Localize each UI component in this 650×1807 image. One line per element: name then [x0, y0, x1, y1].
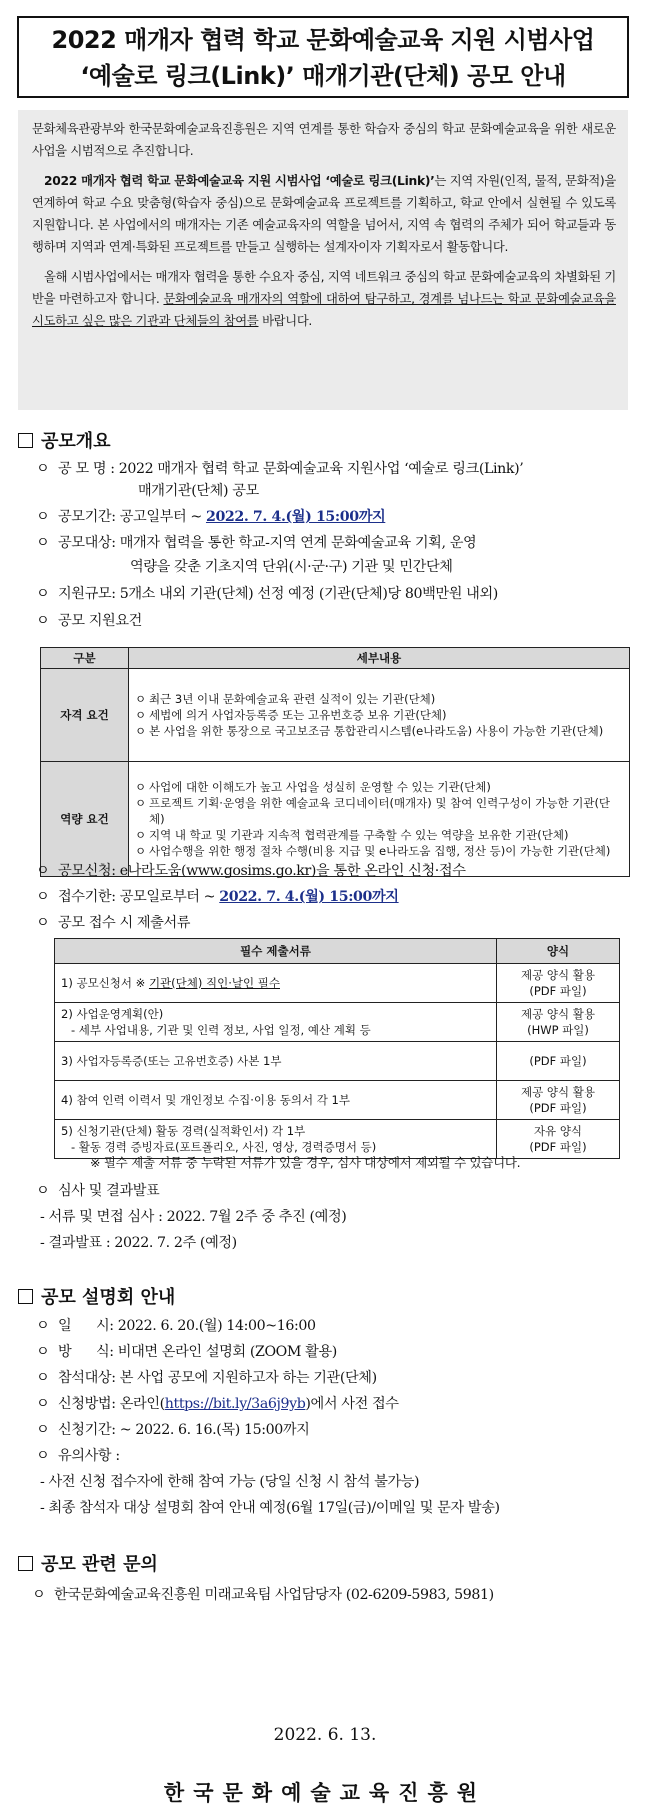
row-value: : 공고일부터 ~	[111, 509, 206, 525]
section-heading-overview	[18, 427, 111, 453]
row-label: 공 모 명	[58, 461, 107, 477]
form-cell	[497, 1081, 620, 1120]
row-value: : 매개자 협력을 통한 학교-지역 연계 문화예술교육 기획, 운영	[111, 535, 477, 551]
category-cell: 자격 요건	[41, 669, 129, 762]
table-header-category: 구분	[41, 648, 129, 669]
table-row	[55, 1081, 620, 1120]
doc-underlined: 기관(단체) 직인·날인 필수	[148, 976, 280, 990]
row-label: 방 식	[58, 1344, 110, 1360]
doc-subtext: - 활동 경력 증빙자료(포트폴리오, 사진, 영상, 경력증명서 등)	[71, 1140, 377, 1154]
bullet-icon: ㅇ	[36, 586, 50, 602]
table-header-row	[55, 939, 620, 964]
table-header-document: 필수 제출서류	[55, 939, 497, 964]
bullet-icon: ㅇ	[36, 915, 50, 931]
form-file: (PDF 파일)	[529, 984, 587, 998]
form-cell	[497, 1003, 620, 1042]
item-text: 최근 3년 이내 문화예술교육 관련 실적이 있는 기관(단체)	[149, 692, 436, 706]
documents-note: ※ 필수 제출 서류 중 누락된 서류가 있을 경우, 심사 대상에서 제외될 수 있습니다.	[90, 1155, 521, 1170]
doc-text: 1) 공모신청서 ※	[61, 976, 149, 990]
row-value: : 본 사업 공모에 지원하고자 하는 기관(단체)	[111, 1370, 377, 1386]
list-item	[135, 779, 625, 795]
bullet-icon: ㅇ	[135, 844, 147, 858]
row-label: 참석대상	[58, 1370, 112, 1386]
bullet-icon: ㅇ	[36, 1370, 50, 1386]
deadline-highlight: 2022. 7. 4.(월) 15:00까지	[205, 509, 386, 525]
checkbox-square-icon	[18, 433, 33, 448]
section-heading-briefing	[18, 1283, 175, 1309]
form-cell: (PDF 파일)	[497, 1042, 620, 1081]
bullet-icon: ㅇ	[135, 708, 147, 722]
form-type: 제공 양식 활용	[521, 968, 595, 982]
section-title: 공모개요	[41, 431, 111, 452]
organization-name: 한국문화예술교육진흥원	[163, 1780, 487, 1805]
briefing-notes-row	[36, 1445, 120, 1465]
row-label: 접수기한	[58, 889, 112, 905]
intro-paragraph-3	[32, 266, 616, 332]
form-file: (PDF 파일)	[529, 1140, 587, 1154]
item-text: 지역 내 학교 및 기관과 지속적 협력관계를 구축할 수 있는 역량을 보유한 기관(단체)	[149, 828, 569, 842]
bullet-icon: ㅇ	[36, 1422, 50, 1438]
row-label: 공모대상	[58, 535, 112, 551]
form-type: 자유 양식	[533, 1124, 583, 1138]
category-cell: 역량 요건	[41, 762, 129, 877]
section-title: 공모 관련 문의	[41, 1554, 158, 1575]
document-cell: 3) 사업자등록증(또는 고유번호증) 사본 1부	[55, 1042, 497, 1081]
bullet-icon: ㅇ	[36, 1396, 50, 1412]
briefing-method-row	[36, 1341, 337, 1361]
bullet-icon: ㅇ	[135, 780, 147, 794]
overview-scale-row	[36, 583, 498, 603]
row-value: : 공모일로부터 ~	[111, 889, 220, 905]
doc-text: 2) 사업운영계획(안)	[61, 1007, 164, 1021]
item-text: 사업에 대한 이해도가 높고 사업을 성실히 운영할 수 있는 기관(단체)	[149, 780, 491, 794]
contact-row	[32, 1584, 494, 1604]
page-title-line1: 2022 매개자 협력 학교 문화예술교육 지원 시범사업	[51, 26, 595, 54]
overview-name-row	[36, 458, 523, 478]
row-label: 공모 지원요건	[58, 613, 142, 629]
bullet-icon: ㅇ	[36, 613, 50, 629]
intro-paragraph-1: 문화체육관광부와 한국문화예술교육진흥원은 지역 연계를 통한 학습자 중심의 학교 문화예술교육을 위한 새로운 사업을 시범적으로 추진합니다.	[32, 122, 616, 158]
documents-table	[54, 938, 620, 1159]
row-label: 지원규모	[58, 586, 112, 602]
list-item	[135, 707, 625, 723]
checkbox-square-icon	[18, 1289, 33, 1304]
doc-text: 5) 신청기관(단체) 활동 경력(실적확인서) 각 1부	[61, 1124, 306, 1138]
intro-p3-underlined: 문화예술교육 매개자의 역할에 대하여 탐구하고, 경계를 넘나드는 학교 문화예술교육을 시도하고 싶은 많은 기관과 단체들의 참여를	[32, 292, 616, 328]
row-label: 심사 및 결과발표	[58, 1183, 160, 1199]
form-cell	[497, 964, 620, 1003]
apply-row	[36, 860, 466, 880]
checkbox-square-icon	[18, 1556, 33, 1571]
row-value: : 5개소 내외 기관(단체) 선정 예정 (기관(단체)당 80백만원 내외)	[111, 586, 498, 602]
bullet-icon: ㅇ	[135, 692, 147, 706]
bullet-icon: ㅇ	[36, 1318, 50, 1334]
list-item	[135, 795, 625, 827]
intro-p3-end: 바랍니다.	[258, 314, 313, 328]
bullet-icon: ㅇ	[36, 1183, 50, 1199]
list-item	[135, 843, 625, 859]
intro-p3-text: 올해 시범사업에서는 매개자 협력을 통한 수요자 중심, 지역 네트워크 중심의 학교 문화예술교육의 차별화된 기반을 마련하고자 합니다.	[32, 270, 616, 306]
row-label: 공모신청	[58, 863, 112, 879]
list-item	[135, 723, 625, 739]
item-text: 세법에 의거 사업자등록증 또는 고유번호증 보유 기관(단체)	[149, 708, 447, 722]
row-label: 유의사항 :	[58, 1448, 120, 1464]
title-box	[17, 16, 629, 98]
overview-period-row	[36, 506, 385, 526]
bullet-icon: ㅇ	[32, 1587, 46, 1603]
table-header-detail: 세부내용	[129, 648, 630, 669]
intro-p2-text: 는 지역 자원(인적, 물적, 문화적)을 연계하여 학교 수요 맞춤형(학습자 중심)으로 문화예술교육 프로젝트를 기획하고, 학교 안에서 실현될 수 있도록 지원합니다. 본 사업에서의 매개자는 기존 예술교육자의 역할을 넘어서, 지역 속 협력의 주체가 되어 학교들과 동행하며 지역과 연계·특화된 프로젝트를 만들고 실행하는 설계자이자 기획자로서 활동합니다.	[32, 174, 616, 254]
page-title-line2: ‘예술로 링크(Link)’ 매개기관(단체) 공모 안내	[80, 62, 566, 90]
intro-project-name: 2022 매개자 협력 학교 문화예술교육 지원 시범사업 ‘예술로 링크(Link)’	[44, 174, 435, 188]
briefing-note-2: - 최종 참석자 대상 설명회 참여 안내 예정(6월 17일(금)/이메일 및 문자 발송)	[40, 1500, 500, 1516]
row-value: : 온라인(	[111, 1396, 165, 1412]
briefing-note-1: - 사전 신청 접수자에 한해 참여 가능 (당일 신청 시 참석 불가능)	[40, 1474, 420, 1490]
bullet-icon: ㅇ	[36, 1344, 50, 1360]
review-line-2: - 결과발표 : 2022. 7. 2주 (예정)	[40, 1235, 237, 1251]
doc-subtext: - 세부 사업내용, 기관 및 인력 정보, 사업 일정, 예산 계획 등	[71, 1023, 371, 1037]
bullet-icon: ㅇ	[36, 461, 50, 477]
item-text: 프로젝트 기획·운영을 위한 예술교육 코디네이터(매개자) 및 참여 인력구성이 가능한 기관(단체)	[149, 796, 611, 826]
bullet-icon: ㅇ	[36, 863, 50, 879]
list-item	[135, 827, 625, 843]
table-header-row	[41, 648, 630, 669]
form-type: 제공 양식 활용	[521, 1007, 595, 1021]
table-header-form: 양식	[497, 939, 620, 964]
review-row	[36, 1180, 159, 1200]
overview-requirements-row	[36, 610, 142, 630]
row-value: : 비대면 온라인 설명회 (ZOOM 활용)	[109, 1344, 337, 1360]
row-value: : 2022 매개자 협력 학교 문화예술교육 지원사업 ‘예술로 링크(Link)’	[110, 461, 524, 477]
registration-link[interactable]: https://bit.ly/3a6j9yb	[164, 1396, 306, 1412]
overview-target-row	[36, 532, 476, 552]
bullet-icon: ㅇ	[36, 1448, 50, 1464]
announcement-date: 2022. 6. 13.	[273, 1725, 377, 1745]
table-row	[55, 1003, 620, 1042]
section-heading-contact	[18, 1550, 158, 1576]
form-file: (HWP 파일)	[527, 1023, 589, 1037]
review-line-1: - 서류 및 면접 심사 : 2022. 7월 2주 중 추진 (예정)	[40, 1209, 347, 1225]
deadline-highlight: 2022. 7. 4.(월) 15:00까지	[219, 889, 399, 905]
docs-row	[36, 912, 190, 932]
bullet-icon: ㅇ	[36, 535, 50, 551]
bullet-icon: ㅇ	[135, 724, 147, 738]
briefing-period-row	[36, 1419, 309, 1439]
briefing-howto-row	[36, 1393, 399, 1413]
table-row	[55, 964, 620, 1003]
bullet-icon: ㅇ	[36, 889, 50, 905]
item-text: 본 사업을 위한 통장으로 국고보조금 통합관리시스템(e나라도움) 사용이 가능한 기관(단체)	[149, 724, 604, 738]
row-value-end: )에서 사전 접수	[305, 1396, 399, 1412]
list-item	[135, 691, 625, 707]
briefing-date-row	[36, 1315, 316, 1335]
row-label: 일 시	[58, 1318, 110, 1334]
row-value: : e나라도움(www.gosims.go.kr)을 통한 온라인 신청·접수	[111, 863, 466, 879]
form-type: 제공 양식 활용	[521, 1085, 595, 1099]
document-cell	[55, 964, 497, 1003]
row-label: 공모 접수 시 제출서류	[58, 915, 191, 931]
overview-target-row-cont: 역량을 갖춘 기초지역 단위(시·군·구) 기관 및 민간단체	[130, 559, 453, 575]
document-cell	[55, 1003, 497, 1042]
section-title: 공모 설명회 안내	[41, 1287, 176, 1308]
row-label: 신청기간	[58, 1422, 112, 1438]
requirements-table	[40, 647, 630, 877]
row-label: 공모기간	[58, 509, 112, 525]
detail-cell	[129, 669, 630, 762]
document-cell: 4) 참여 인력 이력서 및 개인정보 수집·이용 동의서 각 1부	[55, 1081, 497, 1120]
intro-paragraph-2	[32, 170, 616, 258]
row-value: : ~ 2022. 6. 16.(목) 15:00까지	[111, 1422, 310, 1438]
row-label: 신청방법	[58, 1396, 112, 1412]
contact-text: 한국문화예술교육진흥원 미래교육팀 사업담당자 (02-6209-5983, 5981)	[54, 1587, 494, 1603]
table-row	[55, 1042, 620, 1081]
deadline-row	[36, 886, 399, 906]
form-file: (PDF 파일)	[529, 1101, 587, 1115]
intro-box	[18, 110, 628, 410]
row-value: : 2022. 6. 20.(월) 14:00~16:00	[109, 1318, 316, 1334]
briefing-target-row	[36, 1367, 377, 1387]
item-text: 사업수행을 위한 행정 절차 수행(비용 지급 및 e나라도움 집행, 정산 등)이 가능한 기관(단체)	[149, 844, 611, 858]
bullet-icon: ㅇ	[36, 509, 50, 525]
table-row	[41, 669, 630, 762]
bullet-icon: ㅇ	[135, 828, 147, 842]
bullet-icon: ㅇ	[135, 796, 147, 810]
overview-name-row-cont: 매개기관(단체) 공모	[138, 483, 259, 499]
